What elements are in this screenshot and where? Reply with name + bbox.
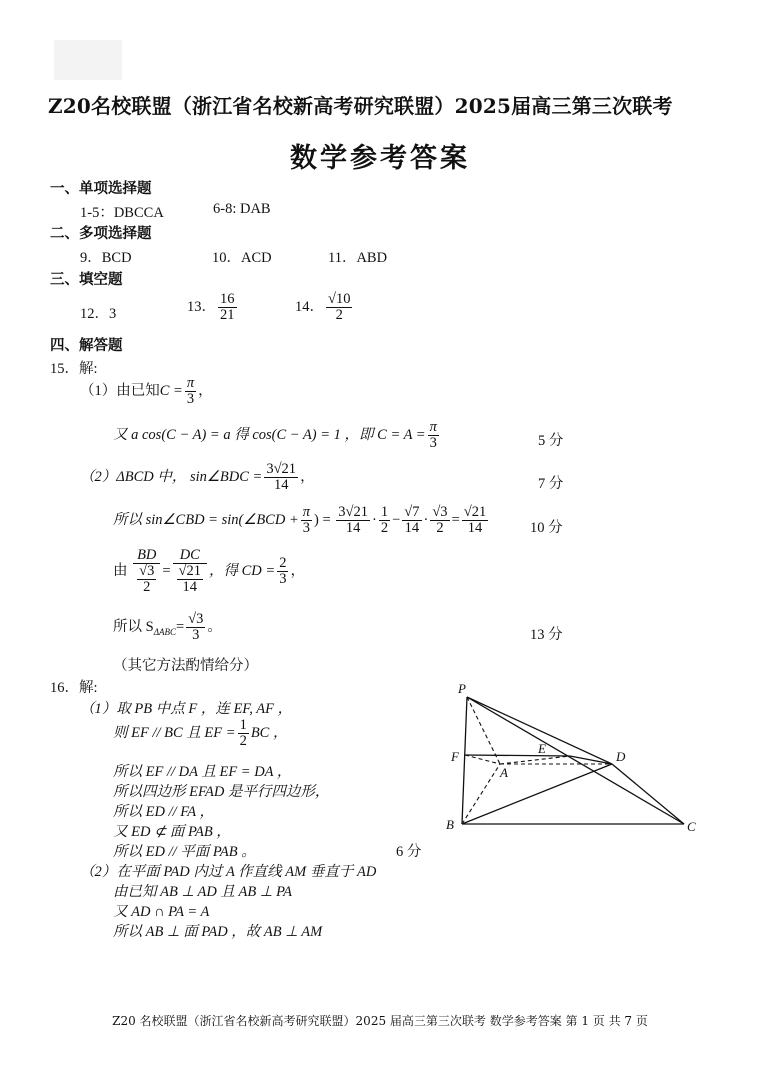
fraction-numerator: 1 [239, 717, 247, 733]
edge-BA [462, 764, 500, 824]
label-C: C [687, 819, 696, 834]
equals: = [162, 563, 171, 580]
frac-2-3 [277, 556, 288, 587]
answer-13 [187, 292, 239, 323]
edge-BD [462, 764, 612, 824]
answer-10: 10．ACD [212, 250, 272, 266]
exam-header: Z20名校联盟（浙江省名校新高考研究联盟）2025届高三第三次联考 [48, 94, 673, 118]
edge-PB [462, 697, 467, 824]
frac-r3-3 [186, 612, 205, 643]
fraction-denominator: 3 [279, 571, 287, 588]
fraction-denominator: 3 [302, 520, 310, 537]
page-footer: Z20 名校联盟（浙江省名校新高考研究联盟）2025 届高三第三次联考 数学参考答案 第 1 页 共 7 页 [112, 1014, 648, 1028]
q16-line4: 所以四边形 EFAD 是平行四边形， [113, 784, 330, 800]
comma: ， [198, 383, 213, 400]
q16-line7: 所以 ED // 平面 PAB 。 [113, 844, 256, 860]
frac-1-2-b [238, 718, 249, 749]
section-multi-choice: 二、多项选择题 [50, 226, 152, 242]
q15-part2 [80, 462, 315, 493]
fraction-denominator: 3 [429, 435, 437, 452]
q15-line6-text: 所以 S [113, 619, 154, 636]
fraction-denominator: 2 [143, 579, 151, 596]
equals: = [451, 512, 460, 529]
q15-line2 [113, 420, 441, 451]
q16-label: 16．解: [50, 680, 98, 696]
q15-line4b: ) = [314, 512, 331, 529]
frac-r21-14 [462, 505, 488, 536]
fraction-denominator: 3 [192, 627, 200, 644]
segment-AE [500, 756, 570, 764]
q16-line11: 所以 AB ⊥ 面 PAD ，故 AB ⊥ AM [113, 924, 323, 940]
minus: − [392, 512, 401, 529]
label-F: F [451, 749, 459, 764]
fraction-denominator: 2 [239, 733, 247, 750]
answer-13-label: 13． [187, 299, 216, 316]
logo [54, 40, 122, 80]
fraction-numerator: √10 [328, 291, 351, 307]
segment-FE [465, 755, 570, 756]
q15-you: 由 [113, 563, 128, 580]
fraction-numerator: 3√21 [338, 504, 368, 520]
q16-line3: 所以 EF // DA 且 EF = DA ， [113, 764, 292, 780]
frac-bd-over-r3-2 [133, 548, 160, 596]
q15-p1-eq: C = [159, 383, 183, 400]
q16-line2 [113, 718, 287, 749]
edge-PC [467, 697, 684, 824]
inner-frac [135, 564, 158, 595]
fraction-denominator: 2 [380, 520, 389, 537]
answer-9: 9．BCD [80, 250, 132, 266]
segment-FA [465, 755, 500, 764]
fraction-numerator: DC [173, 548, 207, 564]
fraction-numerator: √21 [463, 504, 487, 520]
fraction-numerator: √3 [139, 563, 155, 580]
frac-dc-over-r21-14 [173, 548, 207, 596]
period: 。 [207, 619, 222, 636]
score-13: 13 分 [530, 627, 563, 643]
frac-3r21-14 [336, 505, 370, 536]
answer-11: 11．ABD [328, 250, 388, 266]
pi-over-3-c [301, 505, 312, 536]
q15-sinbdc-frac [264, 462, 298, 493]
dot: · [372, 512, 377, 529]
q16-line9: 由已知 AB ⊥ AD 且 AB ⊥ PA [113, 884, 292, 900]
q16-line2b: BC ， [250, 725, 288, 742]
q15-label: 15．解: [50, 361, 98, 377]
equals: = [175, 619, 185, 636]
q15-pi-over-3 [185, 376, 196, 407]
fraction-denominator: 21 [220, 307, 235, 324]
score-6: 6 分 [396, 844, 422, 860]
fraction-denominator: 2 [335, 307, 343, 324]
fraction-numerator: 1 [380, 504, 389, 520]
label-B: B [446, 817, 454, 832]
q16-line8: （2）在平面 PAD 内过 A 作直线 AM 垂直于 AD [80, 864, 377, 880]
segment-ED [570, 756, 612, 764]
q16-line2a: 则 EF // BC 且 EF = [113, 725, 236, 742]
q15-line4a: 所以 sin∠CBD = sin(∠BCD + [113, 512, 299, 529]
fraction-numerator: BD [133, 548, 160, 564]
label-A: A [500, 765, 508, 780]
fraction-numerator: π [429, 419, 437, 435]
fraction-numerator: π [302, 504, 311, 520]
fraction-denominator: 14 [273, 477, 289, 494]
fraction-numerator: √3 [188, 611, 204, 627]
answer-14-fraction [326, 292, 352, 323]
score-7: 7 分 [538, 476, 564, 492]
fraction-numerator: √7 [404, 504, 420, 520]
q15-line4 [113, 505, 490, 536]
q15-line2-text: 又 a cos(C − A) = a 得 cos(C − A) = 1 ，即 C = A = [113, 427, 426, 444]
score-10: 10 分 [530, 520, 563, 536]
fraction-numerator: 3√21 [266, 461, 297, 477]
frac-1-2 [379, 505, 390, 536]
frac-r3-2 [430, 505, 449, 536]
q15-pi-over-3-b [428, 420, 439, 451]
edge-CD [612, 764, 684, 824]
label-D: D [616, 749, 626, 764]
answer-6-8: 6-8: DAB [213, 201, 271, 217]
q16-line10: 又 AD ∩ PA = A [113, 904, 210, 920]
q16-line5: 所以 ED // FA ， [113, 804, 214, 820]
comma: ， [300, 469, 315, 486]
fraction-denominator: 14 [467, 520, 483, 537]
fraction-numerator: 2 [279, 555, 287, 572]
fraction-denominator: 14 [404, 520, 420, 537]
answer-14-label: 14． [295, 299, 324, 316]
q16-line6: 又 ED ⊄ 面 PAB ， [113, 824, 231, 840]
section-solutions: 四、解答题 [50, 338, 123, 354]
answer-14 [295, 292, 354, 323]
label-E: E [538, 741, 546, 756]
fraction-denominator: 3 [186, 391, 195, 408]
q15-part1 [80, 376, 213, 407]
q15-note: （其它方法酌情给分） [113, 658, 258, 674]
answer-1-5: 1-5：DBCCA [80, 205, 164, 221]
dot: · [423, 512, 429, 529]
fraction-denominator: 14 [345, 520, 361, 537]
page-title: 数学参考答案 [290, 143, 470, 174]
score-5: 5 分 [538, 433, 564, 449]
subscript: ΔABC [153, 626, 176, 637]
inner-frac [175, 564, 205, 595]
q15-p1-prefix: （1）由已知 [80, 383, 160, 400]
frac-r7-14 [402, 505, 421, 536]
fraction-denominator: 2 [436, 520, 444, 537]
answer-13-fraction [218, 292, 237, 323]
fraction-numerator: √21 [178, 563, 201, 580]
answer-12: 12．3 [80, 306, 117, 322]
section-fill-blank: 三、填空题 [50, 272, 123, 288]
fraction-denominator: 14 [182, 579, 198, 596]
q15-p2-prefix: （2）ΔBCD 中， sin∠BDC = [80, 469, 263, 486]
comma: ， [290, 563, 305, 580]
fraction-numerator: √3 [432, 504, 448, 520]
q15-de: ，得 CD = [209, 563, 276, 580]
q16-line1: （1）取 PB 中点 F ，连 EF, AF ， [80, 701, 293, 717]
q15-line5 [113, 548, 305, 596]
q15-line6 [113, 612, 222, 643]
pyramid-figure [440, 680, 710, 840]
fraction-numerator: 16 [220, 291, 235, 307]
section-single-choice: 一、单项选择题 [50, 181, 152, 197]
fraction-numerator: π [186, 375, 195, 391]
label-P: P [458, 681, 466, 696]
